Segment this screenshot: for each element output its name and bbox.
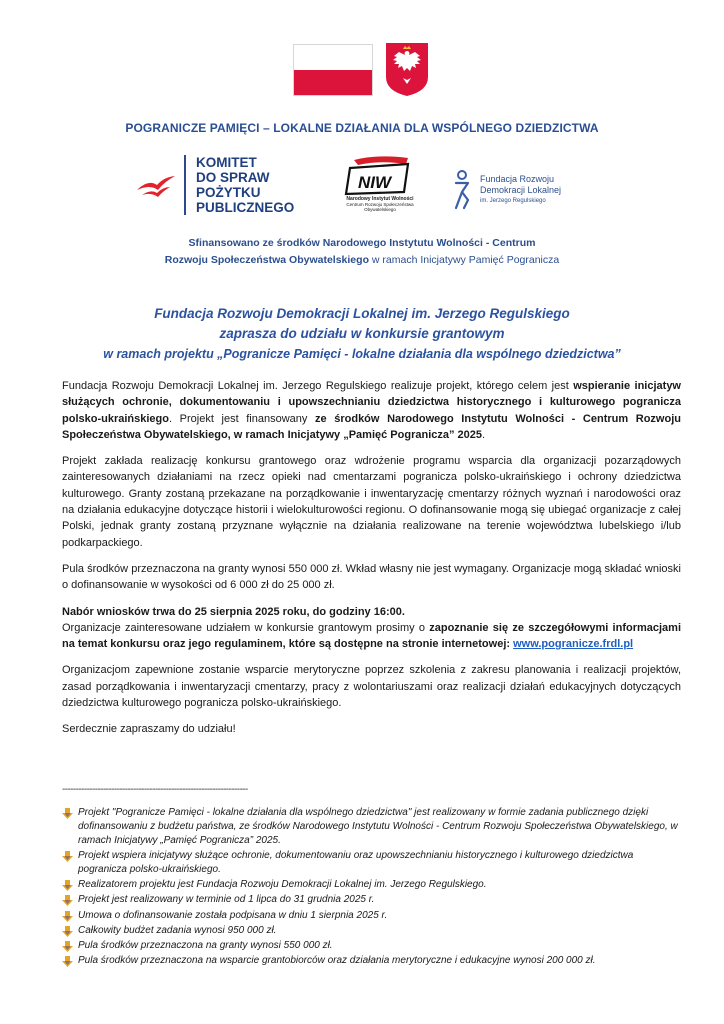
arrow-down-bullet-icon	[62, 911, 73, 922]
flag-white-stripe	[294, 45, 372, 70]
paragraph-project-scope: Projekt zakłada realizację konkursu grantowego oraz wdrożenie programu wsparcia dla organizacji pozarządowych zainteresowanych działaniami na rzecz opieki nad cmentarzami pogranicza polsko-ukraińskiego i ochrony dziedzictwa kulturowego. Granty zostaną przekazane na porządkowanie i inwentaryzację cmentarzy różnych wyznań i narodowości oraz na działania edukacyjne dotyczące historii i wielokulturowości regionu. O dofinansowanie mogą się ubiegać organizacje z całej Polski, jednak granty zostaną przyznane wyłącznie na działania realizowane na terenie województwa lubelskiego i/lub podkarpackiego.	[62, 455, 681, 549]
project-title: POGRANICZE PAMIĘCI – LOKALNE DZIAŁANIA DLA WSPÓLNEGO DZIEDZICTWA	[125, 121, 599, 135]
list-item: Realizatorem projektu jest Fundacja Rozwoju Demokracji Lokalnej im. Jerzego Regulskiego.	[62, 878, 684, 892]
arrow-down-bullet-icon	[62, 895, 73, 906]
paragraph-deadline: Nabór wniosków trwa do 25 sierpnia 2025 roku, do godziny 16:00. Organizacje zainteresowane udziałem w konkursie grantowym prosimy o zapoznanie się ze szczegółowymi informacjami na temat konkursu oraz jego regulaminem, które są dostępne na stronie internetowej: www.pogranicze.frdl.pl	[62, 605, 682, 651]
announcement-body	[62, 378, 681, 748]
website-link[interactable]: www.pogranicze.frdl.pl	[513, 638, 634, 651]
headline-line-2: zaprasza do udziału w konkursie grantowym	[219, 326, 505, 341]
committee-name: KOMITET DO SPRAW POŻYTKU PUBLICZNEGO	[196, 155, 295, 215]
list-item: Pula środków przeznaczona na granty wynosi 550 000 zł.	[62, 939, 684, 953]
paragraph-grant-pool: Pula środków przeznaczona na granty wynosi 550 000 zł. Wkład własny nie jest wymagany. Organizacje mogą składać wnioski o dofinansowanie w wysokości od 6 000 zł do 25 000 zł.	[62, 562, 681, 592]
polish-flag	[293, 44, 373, 96]
list-item: Pula środków przeznaczona na wsparcie grantobiorców oraz działania merytoryczne i edukacyjne wynosi 200 000 zł.	[62, 954, 684, 968]
project-facts-list	[62, 806, 684, 970]
paragraph-intro: Fundacja Rozwoju Demokracji Lokalnej im. Jerzego Regulskiego realizuje projekt, którego celem jest wspieranie inicjatyw służących ochronie, dokumentowaniu i upowszechnianiu dziedzictwa historycznego i kulturowego pogranicza polsko-ukraińskiego. Projekt jest finansowany ze środków Narodowego Instytutu Wolności - Centrum Rozwoju Społeczeństwa Obywatelskiego, w ramach Inicjatywy „Pamięć Pogranicza” 2025.	[62, 380, 681, 441]
announcement-headline	[30, 304, 694, 364]
funding-note: Sfinansowano ze środków Narodowego Instytutu Wolności - Centrum Rozwoju Społeczeństwa Obywatelskiego w ramach Inicjatywy Pamięć Pogranicza	[164, 237, 560, 266]
arrow-down-bullet-icon	[62, 851, 73, 862]
arrow-down-bullet-icon	[62, 926, 73, 937]
list-item: Projekt "Pogranicze Pamięci - lokalne działania dla wspólnego dziedzictwa" jest realizowany w formie zadania publicznego dzięki dofinansowaniu z budżetu państwa, ze środków Narodowego Instytutu Wolności - Centrum Rozwoju Społeczeństwa Obywatelskiego, w ramach Inicjatywy „Pamięć Pogranicza” 2025.	[62, 806, 684, 847]
list-item: Całkowity budżet zadania wynosi 950 000 zł.	[62, 924, 684, 938]
committee-logo	[132, 155, 312, 217]
committee-swoosh-icon	[136, 173, 176, 199]
niw-logo	[338, 152, 422, 222]
frdl-figure-icon	[452, 170, 476, 210]
flag-red-stripe	[294, 70, 372, 95]
polish-eagle-emblem-icon	[384, 41, 430, 97]
arrow-down-bullet-icon	[62, 956, 73, 967]
niw-mark-icon	[338, 152, 422, 196]
arrow-down-bullet-icon	[62, 941, 73, 952]
niw-caption: Narodowy Instytut Wolności Centrum Rozwoju Społeczeństwa Obywatelskiego	[346, 196, 414, 212]
frdl-logo	[452, 170, 592, 220]
list-item: Projekt wspiera inicjatywy służące ochronie, dokumentowaniu oraz upowszechnianiu historycznego i kulturowego dziedzictwa pogranicza polsko-ukraińskiego.	[62, 849, 684, 877]
list-item: Umowa o dofinansowanie została podpisana w dniu 1 sierpnia 2025 r.	[62, 909, 684, 923]
headline-line-3: w ramach projektu „Pogranicze Pamięci - lokalne działania dla wspólnego dziedzictwa”	[103, 347, 621, 361]
list-item: Projekt jest realizowany w terminie od 1 lipca do 31 grudnia 2025 r.	[62, 893, 684, 907]
committee-divider	[184, 155, 186, 215]
arrow-down-bullet-icon	[62, 880, 73, 891]
section-divider: --------------------------------------------------------------------	[62, 784, 248, 795]
frdl-name: Fundacja Rozwoju Demokracji Lokalnej	[480, 174, 562, 195]
paragraph-support: Organizacjom zapewnione zostanie wsparcie merytoryczne poprzez szkolenia z zakresu planowania i realizacji projektów, zasad porządkowania i inwentaryzacji cmentarzy, pracy z wolontariuszami oraz realizacji działań edukacyjnych dotyczących dziedzictwa kulturowego pogranicza polsko-ukraińskiego.	[62, 664, 681, 710]
arrow-down-bullet-icon	[62, 808, 73, 819]
headline-line-1: Fundacja Rozwoju Demokracji Lokalnej im. Jerzego Regulskiego	[154, 306, 570, 321]
frdl-subname: im. Jerzego Regulskiego	[480, 198, 546, 204]
niw-mark-text: NIW	[358, 173, 392, 192]
paragraph-invitation: Serdecznie zapraszamy do udziału!	[62, 723, 236, 736]
